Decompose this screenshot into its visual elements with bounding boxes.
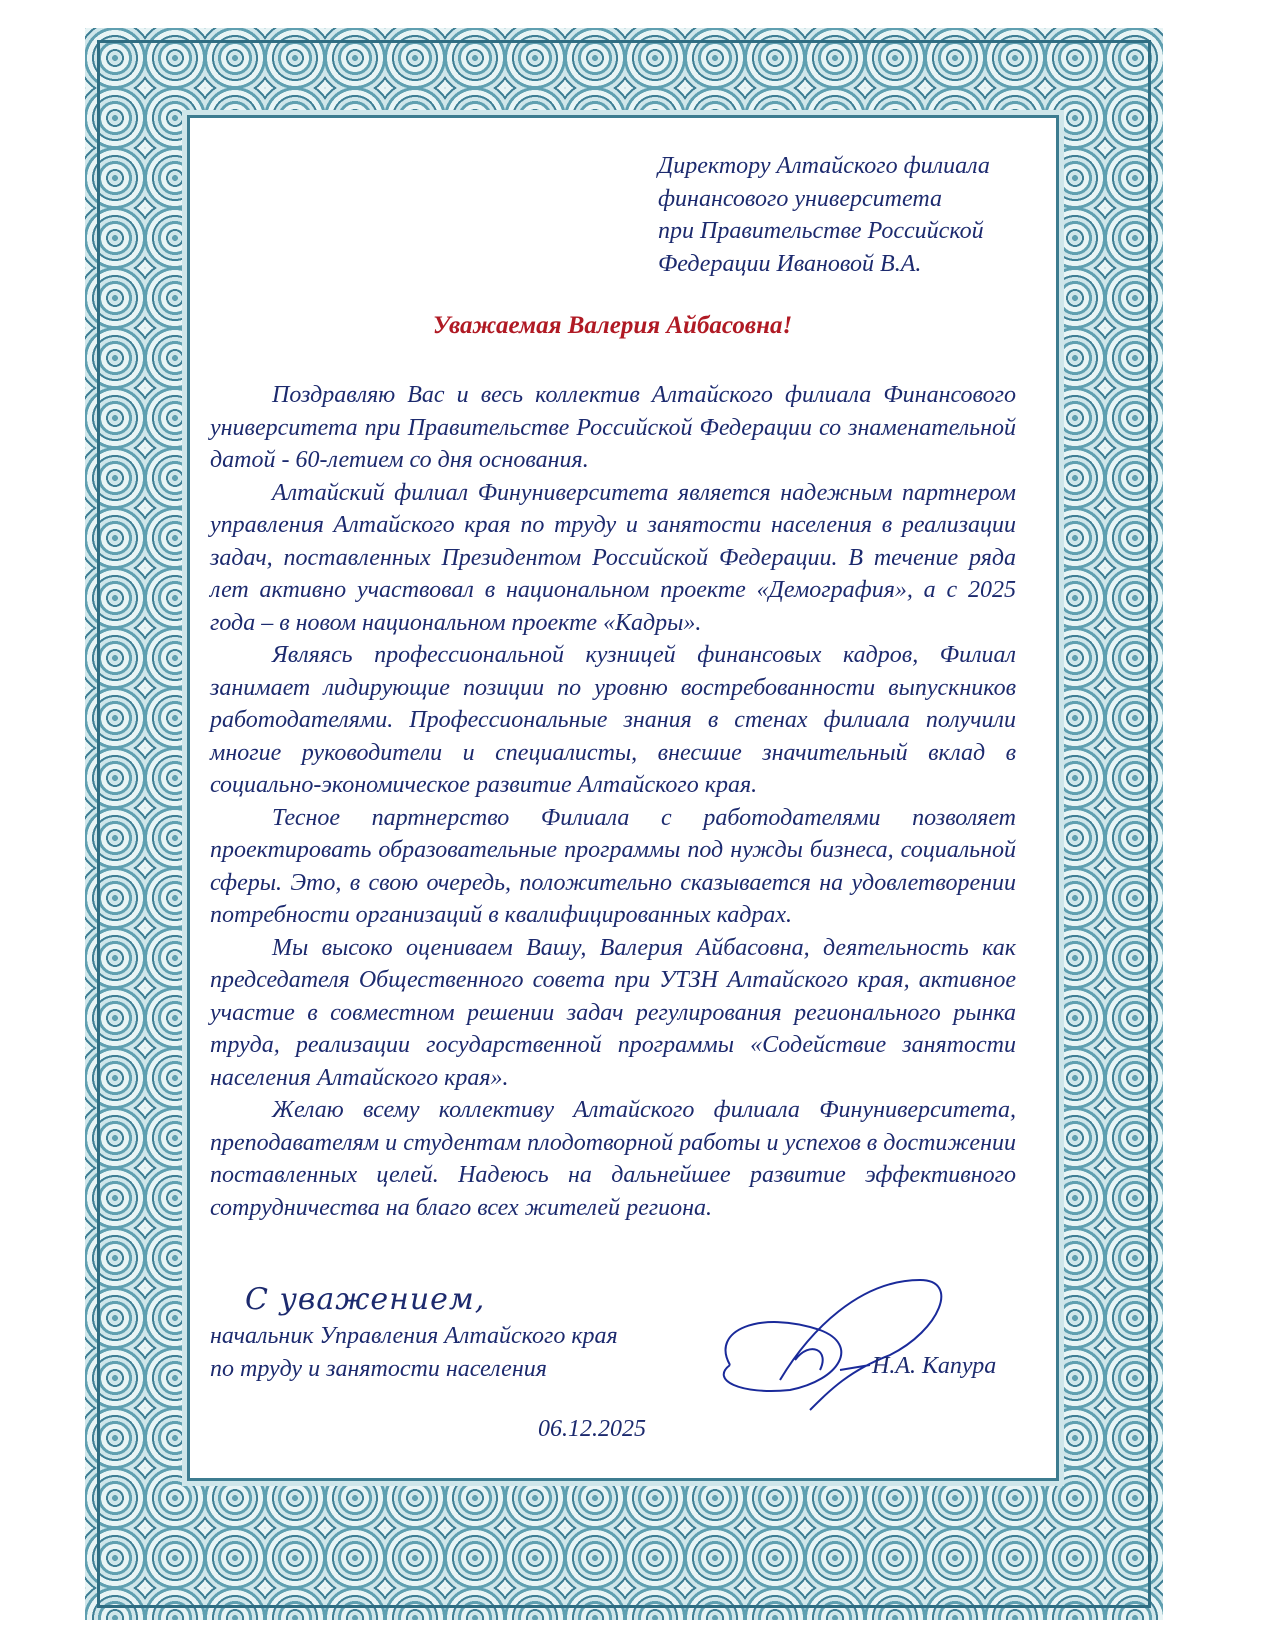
paragraph: Тесное партнерство Филиала с работодателями позволяет проектировать образовательные программы под нужды бизнеса, социальной сферы. Это, в свою очередь, положительно сказывается на удовлетворении потребности организаций в квалифицированных кадрах. (210, 804, 1016, 928)
addressee-line: Директору Алтайского филиала (658, 153, 990, 179)
addressee-line: при Правительстве Российской (658, 218, 984, 244)
letter-date: 06.12.2025 (538, 1416, 646, 1442)
signer-position (210, 1320, 618, 1385)
signer-position-line: начальник Управления Алтайского края (210, 1323, 618, 1349)
addressee-line: финансового университета (658, 185, 942, 212)
signer-position-line: по труду и занятости населения (210, 1355, 547, 1382)
addressee-block (658, 150, 990, 280)
paragraph: Алтайский филиал Финуниверситета является надежным партнером управления Алтайского края по труду и занятости населения в реализации задач, поставленных Президентом Российской Федерации. В течение ряда лет активно участвовал в национальном проекте «Демография», а с 2025 года – в новом национальном проекте «Кадры». (210, 479, 1016, 636)
paragraph: Мы высоко оцениваем Вашу, Валерия Айбасовна, деятельность как председателя Общественного совета при УТЗН Алтайского края, активное участие в совместном решении задач регулирования регионального рынка труда, реализации государственной программы «Содействие занятости населения Алтайского края». (210, 934, 1016, 1091)
greeting: Уважаемая Валерия Айбасовна! (432, 312, 793, 339)
paragraph: Поздравляю Вас и весь коллектив Алтайского филиала Финансового университета при Правительстве Российской Федерации со знаменательной датой - 60-летием со дня основания. (210, 382, 1016, 473)
signer-name: Н.А. Капура (872, 1353, 997, 1379)
closing-handwritten: С уважением, (245, 1282, 486, 1317)
paragraph: Желаю всему коллективу Алтайского филиала Финуниверситета, преподавателям и студентам плодотворной работы и успехов в достижении поставленных целей. Надеюсь на дальнейшее развитие эффективного сотрудничества на благо всех жителей региона. (210, 1097, 1016, 1221)
signature (700, 1270, 960, 1420)
addressee-line: Федерации Ивановой В.А. (658, 250, 922, 277)
paragraph: Являясь профессиональной кузницей финансовых кадров, Филиал занимает лидирующие позиции по уровню востребованности выпускников работодателями. Профессиональные знания в стенах филиала получили многие руководители и специалисты, внесшие значительный вклад в социально-экономическое развитие Алтайского края. (210, 642, 1016, 798)
letter-body (210, 379, 1016, 1224)
